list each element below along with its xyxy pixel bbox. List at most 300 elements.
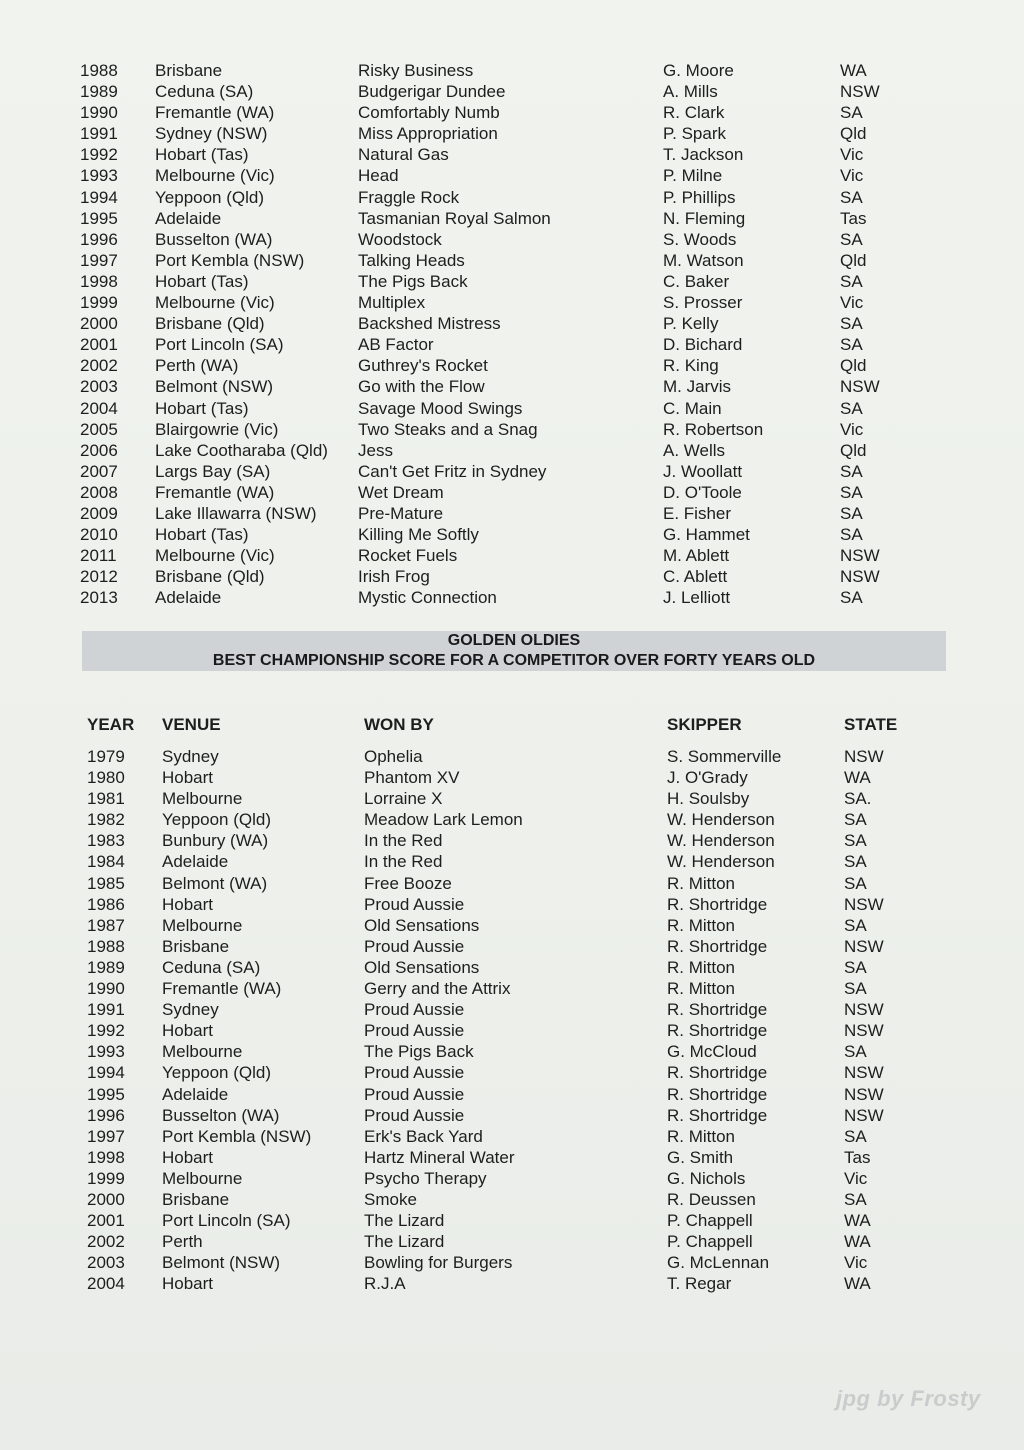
header-state: STATE (844, 715, 898, 734)
venue-cell: Sydney (162, 747, 219, 766)
year-cell: 1990 (80, 103, 118, 123)
won-by-cell: Multiplex (358, 293, 426, 313)
table-row (0, 271, 1024, 292)
golden-oldies-table (0, 714, 1024, 1294)
header-skipper: SKIPPER (667, 715, 742, 734)
skipper-cell: W. Henderson (667, 831, 775, 851)
year-cell: 1983 (87, 831, 125, 851)
table-row (0, 566, 1024, 587)
year-cell: 2000 (87, 1189, 125, 1209)
skipper-cell: R. Shortridge (667, 1000, 768, 1020)
table-row (0, 587, 1024, 608)
skipper-cell: G. Moore (663, 61, 734, 80)
skipper-cell: R. Mitton (667, 957, 736, 977)
table-row (0, 767, 1024, 788)
state-cell: SA (840, 335, 863, 355)
state-cell: Vic (840, 419, 864, 439)
state-cell: SA (840, 398, 863, 418)
won-by-cell: Tasmanian Royal Salmon (358, 208, 551, 228)
won-by-cell: Smoke (364, 1189, 417, 1209)
won-by-cell: Go with the Flow (358, 377, 485, 397)
skipper-cell: A. Mills (663, 82, 718, 102)
state-cell: SA (840, 314, 863, 334)
skipper-cell: P. Phillips (663, 187, 736, 207)
table-row (0, 1252, 1024, 1273)
year-cell: 1999 (80, 293, 118, 313)
top-results-table (0, 60, 1024, 608)
state-cell: WA (844, 1232, 871, 1252)
table-row (0, 1041, 1024, 1062)
table-row (0, 229, 1024, 250)
skipper-cell: A. Wells (663, 440, 726, 460)
year-cell: 1996 (80, 229, 118, 249)
won-by-cell: Proud Aussie (364, 894, 465, 914)
venue-cell: Lake Illawarra (NSW) (155, 503, 317, 523)
year-cell: 2005 (80, 419, 118, 439)
venue-cell: Brisbane (155, 61, 223, 80)
won-by-cell: Rocket Fuels (358, 546, 458, 566)
year-cell: 1979 (87, 747, 125, 766)
skipper-cell: S. Woods (663, 229, 737, 249)
table-row (0, 187, 1024, 208)
venue-cell: Hobart (Tas) (155, 398, 249, 418)
state-cell: SA (844, 873, 867, 893)
venue-cell: Brisbane (Qld) (155, 314, 265, 334)
table-row (0, 313, 1024, 334)
year-cell: 1987 (87, 915, 125, 935)
table-row (0, 440, 1024, 461)
won-by-cell: Two Steaks and a Snag (358, 419, 538, 439)
won-by-cell: Mystic Connection (358, 588, 497, 608)
venue-cell: Blairgowrie (Vic) (155, 419, 279, 439)
state-cell: NSW (840, 82, 880, 102)
state-cell: NSW (840, 567, 880, 587)
skipper-cell: G. Hammet (663, 525, 750, 545)
skipper-cell: J. O'Grady (667, 768, 748, 788)
skipper-cell: P. Spark (663, 124, 727, 144)
won-by-cell: Wet Dream (358, 482, 444, 502)
table-row (0, 1189, 1024, 1210)
skipper-cell: R. Shortridge (667, 1063, 768, 1083)
state-cell: SA. (844, 789, 872, 809)
state-cell: Vic (844, 1168, 868, 1188)
banner-title: GOLDEN OLDIES (447, 632, 581, 649)
venue-cell: Perth (WA) (155, 356, 239, 376)
year-cell: 2004 (87, 1274, 125, 1294)
venue-cell: Hobart (162, 1147, 214, 1167)
table-row (0, 1062, 1024, 1083)
year-cell: 2011 (80, 546, 117, 566)
table-row (0, 376, 1024, 397)
table-row (0, 503, 1024, 524)
won-by-cell: Hartz Mineral Water (364, 1147, 515, 1167)
year-cell: 2002 (87, 1232, 125, 1252)
state-cell: Vic (840, 166, 864, 186)
venue-cell: Sydney (162, 1000, 219, 1020)
state-cell: NSW (844, 1000, 884, 1020)
state-cell: NSW (844, 747, 884, 766)
year-cell: 1992 (80, 145, 118, 165)
won-by-cell: Old Sensations (364, 957, 480, 977)
skipper-cell: R. Shortridge (667, 1105, 768, 1125)
skipper-cell: G. Smith (667, 1147, 734, 1167)
year-cell: 1999 (87, 1168, 125, 1188)
table-row (0, 292, 1024, 313)
venue-cell: Hobart (162, 1274, 214, 1294)
skipper-cell: G. McCloud (667, 1042, 757, 1062)
year-cell: 2001 (87, 1211, 125, 1231)
won-by-cell: Lorraine X (364, 789, 443, 809)
skipper-cell: E. Fisher (663, 503, 732, 523)
venue-cell: Hobart (162, 1021, 214, 1041)
year-cell: 1997 (87, 1126, 125, 1146)
venue-cell: Port Kembla (NSW) (162, 1126, 312, 1146)
golden-oldies-banner (82, 631, 946, 671)
won-by-cell: Risky Business (358, 61, 474, 80)
venue-cell: Port Kembla (NSW) (155, 250, 305, 270)
won-by-cell: The Pigs Back (364, 1042, 474, 1062)
year-cell: 2010 (80, 525, 118, 545)
table-row (0, 1273, 1024, 1294)
won-by-cell: Phantom XV (364, 768, 460, 788)
year-cell: 1994 (87, 1063, 125, 1083)
table-row (0, 81, 1024, 102)
year-cell: 1994 (80, 187, 118, 207)
skipper-cell: R. Mitton (667, 873, 736, 893)
state-cell: SA (844, 1189, 867, 1209)
year-cell: 1991 (87, 1000, 125, 1020)
table-row (0, 144, 1024, 165)
won-by-cell: Jess (358, 440, 393, 460)
won-by-cell: Natural Gas (358, 145, 449, 165)
venue-cell: Adelaide (162, 1084, 229, 1104)
table-row (0, 461, 1024, 482)
won-by-cell: Proud Aussie (364, 1000, 465, 1020)
skipper-cell: C. Ablett (663, 567, 728, 587)
year-cell: 1980 (87, 768, 125, 788)
skipper-cell: R. Shortridge (667, 1021, 768, 1041)
table-row (0, 334, 1024, 355)
won-by-cell: Budgerigar Dundee (358, 82, 506, 102)
table-row (0, 102, 1024, 123)
won-by-cell: Gerry and the Attrix (364, 979, 511, 999)
year-cell: 1982 (87, 810, 125, 830)
state-cell: Tas (840, 208, 867, 228)
skipper-cell: M. Ablett (663, 546, 730, 566)
venue-cell: Belmont (WA) (162, 873, 268, 893)
state-cell: NSW (840, 377, 880, 397)
venue-cell: Melbourne (Vic) (155, 293, 275, 313)
year-cell: 1985 (87, 873, 125, 893)
state-cell: SA (840, 271, 863, 291)
won-by-cell: Fraggle Rock (358, 187, 460, 207)
state-cell: NSW (844, 894, 884, 914)
won-by-cell: In the Red (364, 831, 443, 851)
watermark: jpg by Frosty (836, 1386, 981, 1411)
venue-cell: Fremantle (WA) (155, 482, 275, 502)
venue-cell: Hobart (162, 768, 214, 788)
state-cell: SA (844, 1126, 867, 1146)
year-cell: 1996 (87, 1105, 125, 1125)
table-row (0, 1020, 1024, 1041)
state-cell: Qld (840, 124, 867, 144)
venue-cell: Hobart (Tas) (155, 271, 249, 291)
state-cell: NSW (844, 1021, 884, 1041)
table-row (0, 1210, 1024, 1231)
year-cell: 2008 (80, 482, 118, 502)
year-cell: 1993 (80, 166, 118, 186)
table-row (0, 873, 1024, 894)
year-cell: 2006 (80, 440, 118, 460)
state-cell: SA (840, 482, 863, 502)
won-by-cell: Killing Me Softly (358, 525, 479, 545)
venue-cell: Hobart (Tas) (155, 525, 249, 545)
venue-cell: Port Lincoln (SA) (155, 335, 284, 355)
won-by-cell: Proud Aussie (364, 1084, 465, 1104)
skipper-cell: P. Milne (663, 166, 723, 186)
won-by-cell: Woodstock (358, 229, 442, 249)
venue-cell: Brisbane (162, 1189, 230, 1209)
won-by-cell: Miss Appropriation (358, 124, 498, 144)
state-cell: WA (844, 1211, 871, 1231)
venue-cell: Adelaide (162, 852, 229, 872)
state-cell: NSW (844, 1084, 884, 1104)
state-cell: SA (840, 187, 863, 207)
won-by-cell: Irish Frog (358, 567, 430, 587)
table-row (0, 545, 1024, 566)
venue-cell: Ceduna (SA) (162, 957, 261, 977)
table-row (0, 60, 1024, 81)
venue-cell: Melbourne (162, 915, 243, 935)
skipper-cell: R. Mitton (667, 1126, 736, 1146)
venue-cell: Hobart (162, 894, 214, 914)
won-by-cell: Ophelia (364, 747, 423, 766)
table-header-row (0, 714, 1024, 746)
venue-cell: Belmont (NSW) (162, 1253, 281, 1273)
skipper-cell: R. Clark (663, 103, 725, 123)
table-row (0, 809, 1024, 830)
skipper-cell: R. King (663, 356, 719, 376)
table-row (0, 524, 1024, 545)
skipper-cell: G. Nichols (667, 1168, 746, 1188)
year-cell: 2007 (80, 461, 118, 481)
state-cell: Qld (840, 250, 867, 270)
venue-cell: Sydney (NSW) (155, 124, 268, 144)
venue-cell: Hobart (Tas) (155, 145, 249, 165)
table-row (0, 999, 1024, 1020)
won-by-cell: Meadow Lark Lemon (364, 810, 523, 830)
state-cell: SA (840, 103, 863, 123)
year-cell: 2000 (80, 314, 118, 334)
table-row (0, 788, 1024, 809)
state-cell: SA (840, 503, 863, 523)
skipper-cell: N. Fleming (663, 208, 746, 228)
table-row (0, 851, 1024, 872)
state-cell: WA (844, 1274, 871, 1294)
skipper-cell: R. Mitton (667, 979, 736, 999)
banner-subtitle: BEST CHAMPIONSHIP SCORE FOR A COMPETITOR OVER FORTY YEARS OLD (212, 652, 816, 669)
won-by-cell: In the Red (364, 852, 443, 872)
year-cell: 2003 (80, 377, 118, 397)
skipper-cell: W. Henderson (667, 852, 775, 872)
state-cell: SA (840, 588, 863, 608)
won-by-cell: Psycho Therapy (364, 1168, 487, 1188)
venue-cell: Port Lincoln (SA) (162, 1211, 291, 1231)
venue-cell: Yeppoon (Qld) (162, 810, 272, 830)
state-cell: NSW (844, 1063, 884, 1083)
table-row (0, 830, 1024, 851)
table-row (0, 936, 1024, 957)
won-by-cell: The Lizard (364, 1232, 445, 1252)
skipper-cell: R. Mitton (667, 915, 736, 935)
won-by-cell: Talking Heads (358, 250, 465, 270)
won-by-cell: AB Factor (358, 335, 434, 355)
venue-cell: Bunbury (WA) (162, 831, 269, 851)
skipper-cell: D. O'Toole (663, 482, 742, 502)
state-cell: SA (844, 1042, 867, 1062)
skipper-cell: H. Soulsby (667, 789, 750, 809)
skipper-cell: R. Shortridge (667, 894, 768, 914)
year-cell: 2002 (80, 356, 118, 376)
state-cell: SA (844, 979, 867, 999)
skipper-cell: W. Henderson (667, 810, 775, 830)
year-cell: 1990 (87, 979, 125, 999)
header-won-by: WON BY (364, 715, 434, 734)
venue-cell: Fremantle (WA) (162, 979, 282, 999)
skipper-cell: P. Kelly (663, 314, 719, 334)
skipper-cell: C. Main (663, 398, 722, 418)
table-row (0, 165, 1024, 186)
year-cell: 1998 (87, 1147, 125, 1167)
table-row (0, 746, 1024, 767)
state-cell: NSW (844, 1105, 884, 1125)
skipper-cell: J. Lelliott (663, 588, 731, 608)
skipper-cell: T. Regar (667, 1274, 732, 1294)
table-row (0, 1168, 1024, 1189)
year-cell: 2003 (87, 1253, 125, 1273)
skipper-cell: M. Jarvis (663, 377, 731, 397)
venue-cell: Fremantle (WA) (155, 103, 275, 123)
won-by-cell: Pre-Mature (358, 503, 444, 523)
venue-cell: Perth (162, 1232, 203, 1252)
state-cell: WA (840, 61, 867, 80)
table-row (0, 1105, 1024, 1126)
state-cell: Qld (840, 356, 867, 376)
table-row (0, 957, 1024, 978)
skipper-cell: T. Jackson (663, 145, 744, 165)
state-cell: SA (844, 852, 867, 872)
skipper-cell: R. Shortridge (667, 1084, 768, 1104)
skipper-cell: R. Robertson (663, 419, 764, 439)
state-cell: SA (840, 525, 863, 545)
venue-cell: Busselton (WA) (162, 1105, 280, 1125)
venue-cell: Melbourne (162, 1168, 243, 1188)
year-cell: 2004 (80, 398, 118, 418)
table-row (0, 1231, 1024, 1252)
year-cell: 1988 (80, 61, 118, 80)
won-by-cell: Proud Aussie (364, 936, 465, 956)
venue-cell: Adelaide (155, 588, 222, 608)
year-cell: 1997 (80, 250, 118, 270)
year-cell: 1993 (87, 1042, 125, 1062)
skipper-cell: R. Deussen (667, 1189, 756, 1209)
state-cell: Vic (844, 1253, 868, 1273)
skipper-cell: P. Chappell (667, 1232, 753, 1252)
year-cell: 1989 (87, 957, 125, 977)
venue-cell: Yeppoon (Qld) (162, 1063, 272, 1083)
venue-cell: Melbourne (Vic) (155, 546, 275, 566)
year-cell: 1986 (87, 894, 125, 914)
year-cell: 1995 (87, 1084, 125, 1104)
header-year: YEAR (87, 715, 135, 734)
won-by-cell: The Pigs Back (358, 271, 468, 291)
table-row (0, 978, 1024, 999)
year-cell: 1995 (80, 208, 118, 228)
state-cell: NSW (840, 546, 880, 566)
venue-cell: Yeppoon (Qld) (155, 187, 265, 207)
won-by-cell: Bowling for Burgers (364, 1253, 513, 1273)
state-cell: SA (840, 229, 863, 249)
table-row (0, 1084, 1024, 1105)
table-row (0, 1126, 1024, 1147)
won-by-cell: Erk's Back Yard (364, 1126, 483, 1146)
skipper-cell: R. Shortridge (667, 936, 768, 956)
year-cell: 1991 (80, 124, 118, 144)
year-cell: 1992 (87, 1021, 125, 1041)
state-cell: Qld (840, 440, 867, 460)
year-cell: 1989 (80, 82, 118, 102)
skipper-cell: S. Prosser (663, 293, 743, 313)
won-by-cell: Proud Aussie (364, 1021, 465, 1041)
won-by-cell: Head (358, 166, 399, 186)
venue-cell: Ceduna (SA) (155, 82, 254, 102)
won-by-cell: The Lizard (364, 1211, 445, 1231)
state-cell: Vic (840, 145, 864, 165)
venue-cell: Melbourne (162, 789, 243, 809)
state-cell: SA (844, 810, 867, 830)
year-cell: 2012 (80, 567, 118, 587)
state-cell: SA (840, 461, 863, 481)
venue-cell: Melbourne (Vic) (155, 166, 275, 186)
won-by-cell: Can't Get Fritz in Sydney (358, 461, 547, 481)
table-row (0, 398, 1024, 419)
skipper-cell: P. Chappell (667, 1211, 753, 1231)
skipper-cell: J. Woollatt (663, 461, 743, 481)
venue-cell: Brisbane (Qld) (155, 567, 265, 587)
won-by-cell: R.J.A (364, 1274, 406, 1294)
venue-cell: Belmont (NSW) (155, 377, 274, 397)
state-cell: WA (844, 768, 871, 788)
venue-cell: Largs Bay (SA) (155, 461, 271, 481)
table-row (0, 1147, 1024, 1168)
venue-cell: Brisbane (162, 936, 230, 956)
venue-cell: Lake Cootharaba (Qld) (155, 440, 328, 460)
header-venue: VENUE (162, 715, 221, 734)
venue-cell: Busselton (WA) (155, 229, 273, 249)
venue-cell: Melbourne (162, 1042, 243, 1062)
skipper-cell: M. Watson (663, 250, 744, 270)
table-row (0, 482, 1024, 503)
table-row (0, 419, 1024, 440)
table-row (0, 123, 1024, 144)
won-by-cell: Guthrey's Rocket (358, 356, 488, 376)
won-by-cell: Old Sensations (364, 915, 480, 935)
table-row (0, 355, 1024, 376)
won-by-cell: Comfortably Numb (358, 103, 500, 123)
year-cell: 1988 (87, 936, 125, 956)
year-cell: 2009 (80, 503, 118, 523)
table-row (0, 894, 1024, 915)
